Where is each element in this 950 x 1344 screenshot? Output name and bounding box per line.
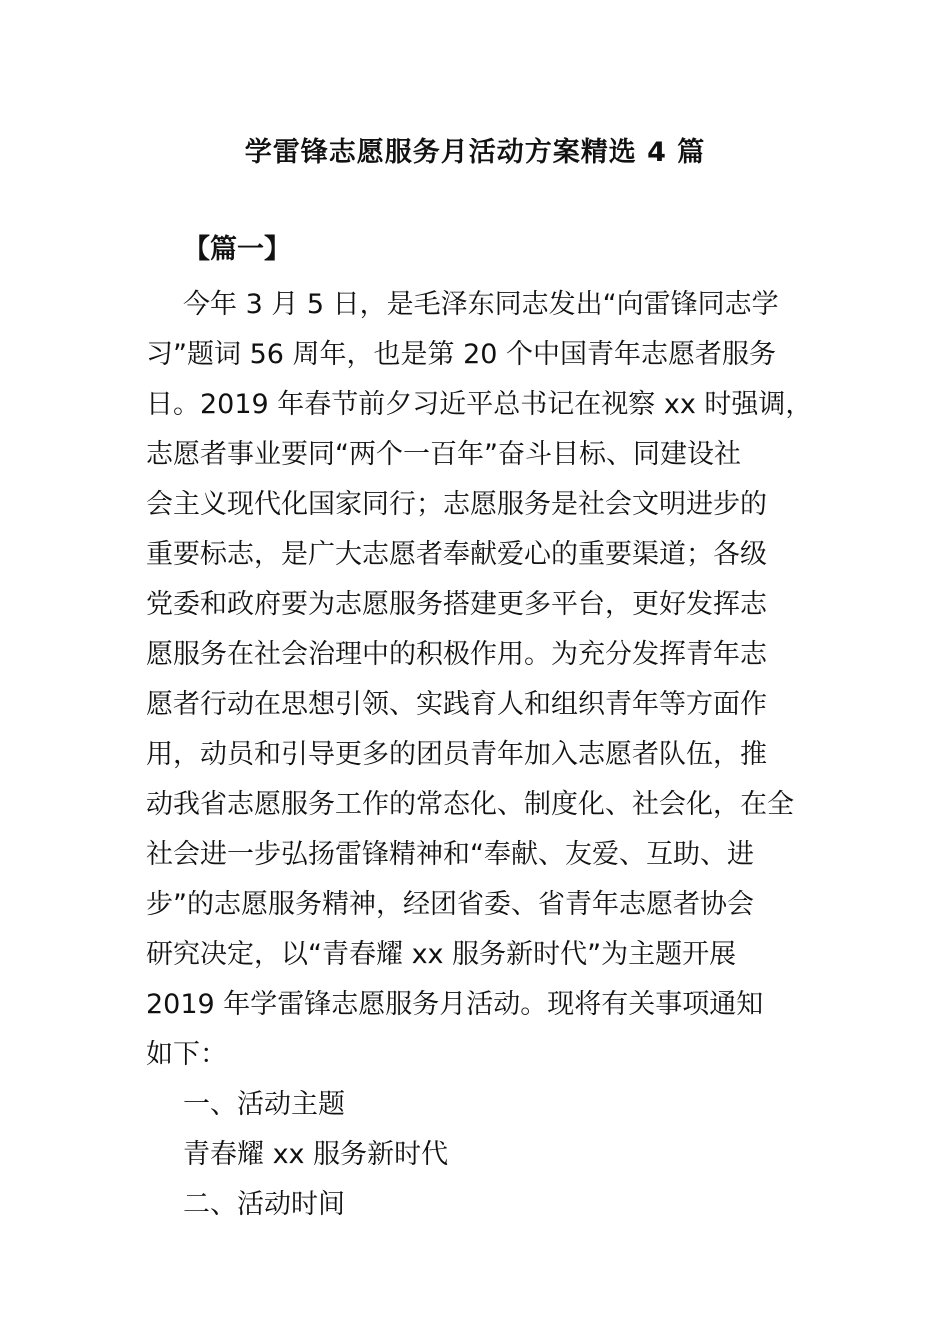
text-line: 会主义现代化国家同行；志愿服务是社会文明进步的 xyxy=(146,489,767,520)
text-line: 日。2019 年春节前夕习近平总书记在视察 xx 时强调， xyxy=(146,389,813,420)
text-line: 用，动员和引导更多的团员青年加入志愿者队伍，推 xyxy=(146,739,767,770)
text-line: 青春耀 xx 服务新时代 xyxy=(183,1139,449,1170)
section-subheading: 二、活动时间 xyxy=(183,1189,345,1220)
text-line: 2019 年学雷锋志愿服务月活动。现将有关事项通知 xyxy=(146,989,764,1020)
text-line: 今年 3 月 5 日，是毛泽东同志发出“向雷锋同志学 xyxy=(183,289,779,320)
text-line: 步”的志愿服务精神，经团省委、省青年志愿者协会 xyxy=(146,889,754,920)
text-line: 研究决定，以“青春耀 xx 服务新时代”为主题开展 xyxy=(146,939,737,970)
text-line: 习”题词 56 周年，也是第 20 个中国青年志愿者服务 xyxy=(146,339,777,370)
text-line: 党委和政府要为志愿服务搭建更多平台，更好发挥志 xyxy=(146,589,767,620)
text-line: 社会进一步弘扬雷锋精神和“奉献、友爱、互助、进 xyxy=(146,839,754,870)
text-line: 愿者行动在思想引领、实践育人和组织青年等方面作 xyxy=(146,689,767,720)
text-line: 志愿者事业要同“两个一百年”奋斗目标、同建设社 xyxy=(146,439,741,470)
section-heading: 【篇一】 xyxy=(183,234,291,265)
section-subheading: 一、活动主题 xyxy=(183,1089,345,1120)
text-line: 重要标志，是广大志愿者奉献爱心的重要渠道；各级 xyxy=(146,539,767,570)
document-title: 学雷锋志愿服务月活动方案精选 4 篇 xyxy=(244,137,706,168)
document-body xyxy=(146,280,826,1230)
text-line: 动我省志愿服务工作的常态化、制度化、社会化，在全 xyxy=(146,789,794,820)
text-line: 愿服务在社会治理中的积极作用。为充分发挥青年志 xyxy=(146,639,767,670)
text-line: 如下： xyxy=(146,1039,227,1070)
